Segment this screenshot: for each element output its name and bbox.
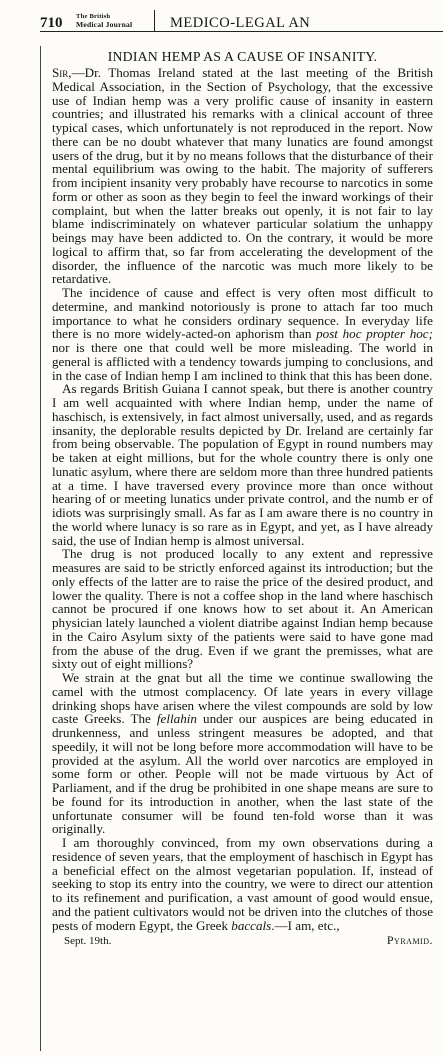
signature: Pyramid. [386, 933, 433, 948]
paragraph-3: As regards British Guiana I cannot speak, but there is another country I am well acquainted with where Indian hemp, under the name of haschisch, is extensively, in fact almost universally, used, and as regards insanity, the deplorable results depicted by Dr. Ireland are certainly far from being observable. The population of Egypt in round numbers may be taken at eight millions, but for the whole country there is only one lunatic asylum, where there are seldom more than three hundred patients at a time. I have traversed every province more than once without hearing of or meeting lunatics under private control, and the numb er of idiots was surprisingly small. As far as I am aware there is no country in the world where lunacy is so rare as in Egypt, and yet, as I have already said, the use of Indian hemp is almost universal. [52, 381, 433, 548]
page-header [0, 6, 443, 34]
paragraph-1 [52, 66, 433, 286]
journal-name [76, 13, 132, 29]
baccals-term: baccals [231, 917, 272, 933]
paragraph-6-text-a: I am thoroughly convinced, from my own observations during a residence of seven years, that the employment of haschisch in Egypt has a beneficial effect on the almost vegetarian population. If, instead of seeking to stop its entry into the country, we were to direct our attention to its refinement and purification, a vast amount of good would ensue, and the patient cultivators would not be driven into the clutches of those pests of modern Egypt, the Greek [52, 835, 433, 933]
article-column [52, 48, 433, 949]
header-rule [40, 31, 443, 32]
paragraph-2-text-b: nor is there one that could well be more misleading. The world in general is afflicted with a tendency towards jumping to conclusions, and in the case of Indian hemp I am inclined to think that this has been done. [52, 340, 433, 383]
paragraph-6-text-b: .—I am, etc., [271, 917, 340, 933]
journal-name-line2: Medical Journal [76, 20, 133, 29]
article-title: INDIAN HEMP AS A CAUSE OF INSANITY. [107, 49, 378, 64]
letter-date: Sept. 19th. [64, 935, 112, 948]
fellahin-term: fellahin [156, 711, 197, 727]
signature-block [52, 933, 433, 949]
salutation: Sir, [52, 65, 72, 80]
paragraph-5-text-b: under our auspices are being educated in drunkenness, and unless stringent measures be adopted, and that speedily, it will not be long before more accommodation will have to be provided at the asylum. All the world over narcotics are employed in some form or other. People will not be made virtuous by Act of Parliament, and if the drug be prohibited in one shape means are sure to be found for its introduction in another, when the last state of the unfortunate consumer will be found ten-fold worse than it was originally. [52, 711, 433, 837]
journal-name-line1: The British [76, 13, 111, 20]
header-bracket [150, 10, 155, 32]
paragraph-2 [52, 286, 433, 382]
paragraph-6 [52, 836, 433, 932]
latin-phrase: post hoc propter hoc; [316, 326, 433, 342]
paragraph-4: The drug is not produced locally to any extent and repressive measures are said to be strictly enforced against its introduction; but the only effects of the latter are to raise the price of the desired product, and lower the quality. There is not a coffee shop in the land where haschisch cannot be procured if one knows how to set about it. An American physician lately launched a violent diatribe against Indian hemp because in the Cairo Asylum sixty of the patients were said to have gone mad from the abuse of the drug. Even if we grant the premisses, what are sixty out of eight millions? [52, 546, 433, 672]
section-title: MEDICO-LEGAL AN [170, 15, 311, 31]
paragraph-2-text-a: The incidence of cause and effect is very often most difficult to determine, and mankind notoriously is prone to attach far too much importance to what he considers ordinary sequence. In everyday life there is no more widely-acted-on aphorism than [52, 285, 433, 342]
column-rule [40, 46, 41, 1051]
paragraph-1-text: —Dr. Thomas Ireland stated at the last meeting of the British Medical Association, in the Section of Psychology, that the excessive use of Indian hemp was a very prolific cause of insanity in eastern countries; and illustrated his remarks with a clinical account of three typical cases, which unfortunately is not reproduced in the report. Now there can be no doubt whatever that many lunatics are found amongst users of the drug, but it by no means follows that the disturbance of their mental equilibrium was owing to the habit. The majority of sufferers from incipient insanity very probably have recourse to narcotics in some form or other as soon as they begin to feel the inward workings of their complaint, but when the latter breaks out openly, it is not fair to lay blame indiscriminately on whatever particular solatium the unhappy beings may have been addicted to. On the contrary, it would be more logical to affirm that, so far from accelerating the development of the disorder, the influence of the narcotic was much more likely to be retardative. [52, 65, 433, 287]
paragraph-5 [52, 671, 433, 836]
paragraph-5-text-a: We strain at the gnat but all the time we continue swallowing the camel with the utmost complacency. Of late years in every village drinking shops have arisen where the vilest compounds are sold by low caste Greeks. The [52, 670, 433, 727]
page-number: 710 [40, 15, 63, 31]
